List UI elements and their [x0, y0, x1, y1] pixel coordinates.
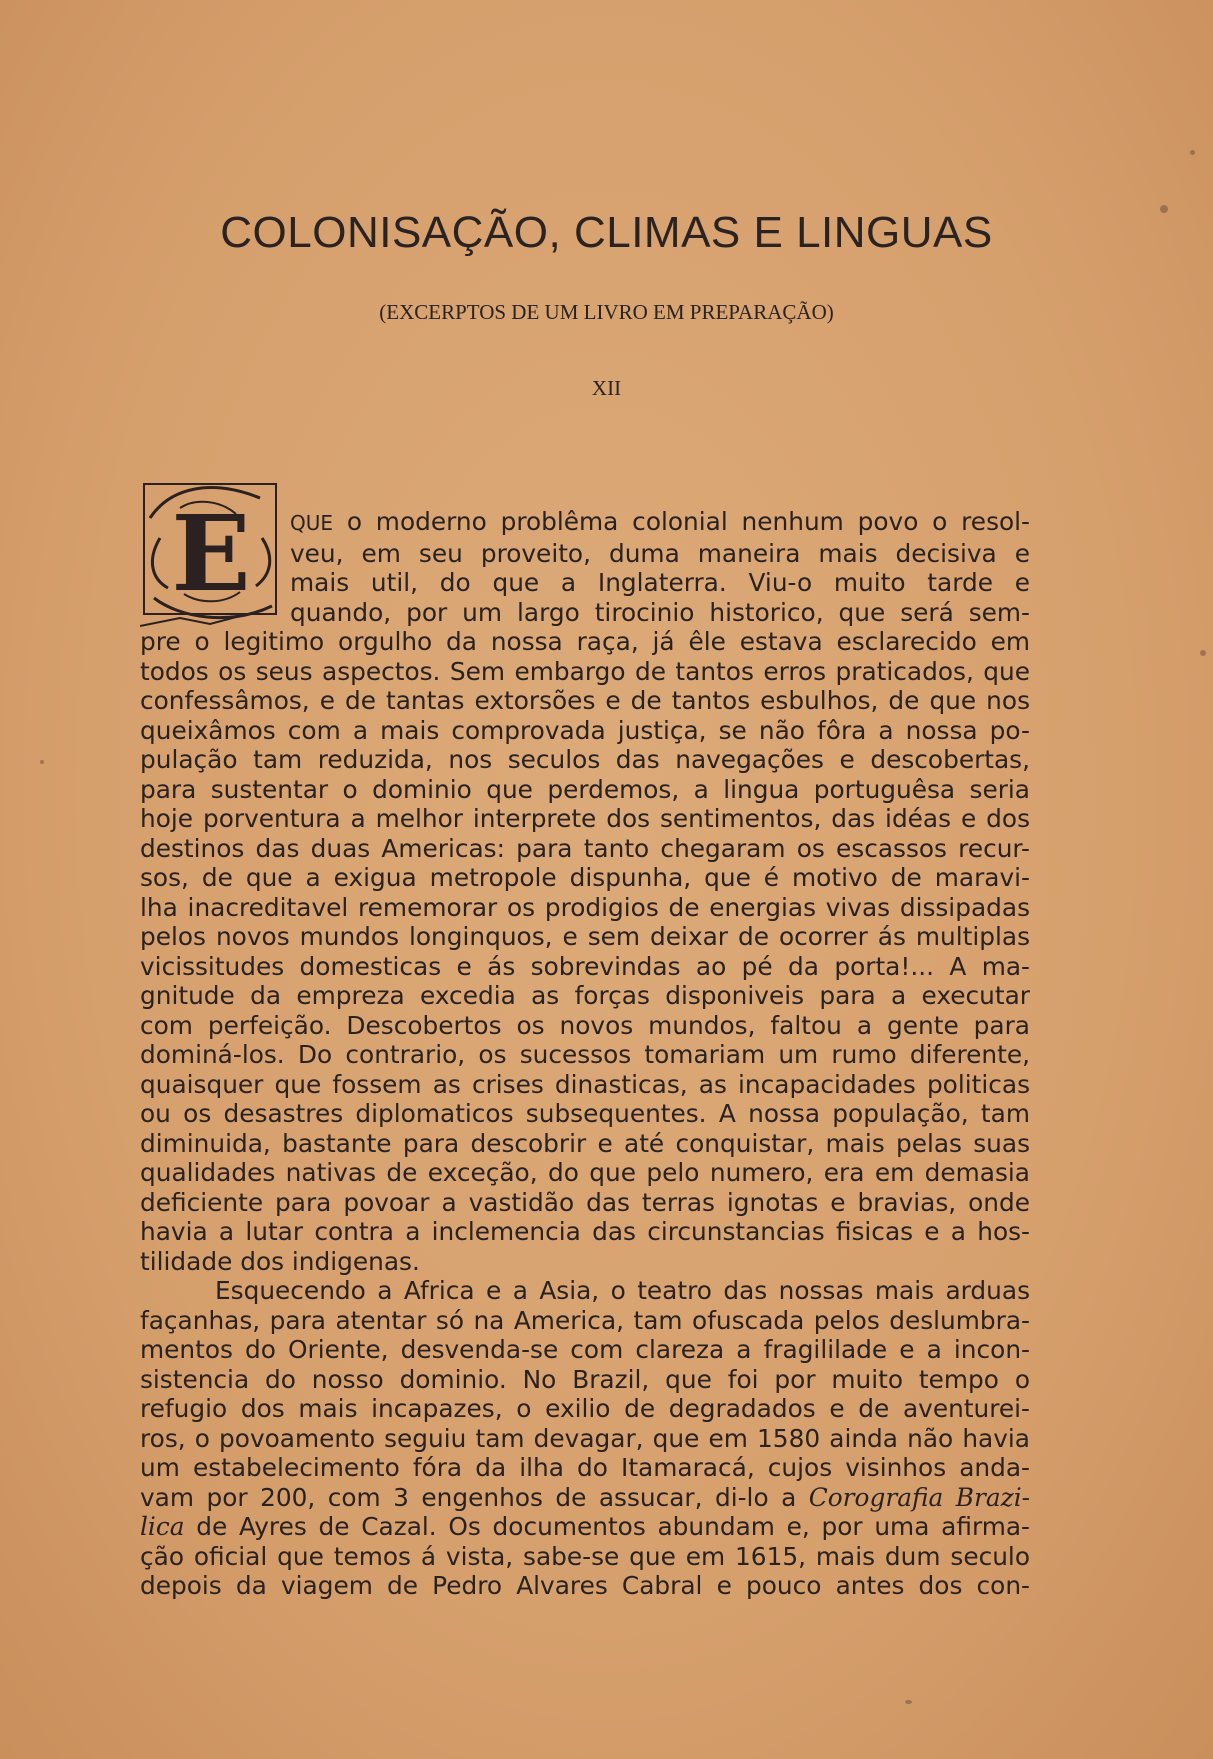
line-text: pelos novos mundos longinquos, e sem deixar de ocorrer ás multiplas — [140, 922, 1030, 951]
text-line — [140, 1188, 1030, 1218]
text-line — [140, 745, 1030, 775]
line-text: ção oficial que temos á vista, sabe-se que em 1615, mais dum seculo — [140, 1541, 1030, 1571]
text-line — [140, 893, 1030, 923]
text-line — [140, 1070, 1030, 1100]
line-text: o moderno problêma colonial nenhum povo o resol- — [333, 507, 1030, 536]
body-text — [140, 507, 1030, 1601]
line-text: gnitude da empreza excedia as forças disponiveis para a executar — [140, 981, 1030, 1010]
line-text: dominá-los. Do contrario, os sucessos tomariam um rumo diferente, — [140, 1040, 1030, 1069]
text-line — [140, 1483, 1030, 1513]
text-line — [140, 804, 1030, 834]
text-line — [140, 1276, 1030, 1306]
line-text: ros, o povoamento seguiu tam devagar, que em 1580 ainda não havia — [140, 1423, 1030, 1453]
text-line — [140, 863, 1030, 893]
line-text: depois da viagem de Pedro Alvares Cabral e pouco antes dos con- — [140, 1571, 1030, 1600]
line-text: todos os seus aspectos. Sem embargo de tantos erros praticados, que — [140, 656, 1030, 686]
line-text: vicissitudes domesticas e ás sobrevindas ao pé da porta!... A ma- — [140, 951, 1030, 981]
svg-text:E: E — [171, 492, 251, 615]
line-text: refugio dos mais incapazes, o exilio de degradados e de aventurei- — [140, 1394, 1030, 1423]
text-line — [140, 1129, 1030, 1159]
line-text: para sustentar o dominio que perdemos, a lingua portuguêsa seria — [140, 774, 1030, 804]
text-line — [140, 1424, 1030, 1454]
text-line — [140, 1365, 1030, 1395]
line-text: um estabelecimento fóra da ilha do Itamaracá, cujos visinhos anda- — [140, 1453, 1030, 1482]
line-text: destinos das duas Americas: para tanto chegaram os escassos recur- — [140, 833, 1030, 863]
text-line — [140, 657, 1030, 687]
line-text: lha inacreditavel rememorar os prodigios de energias vivas dissipadas — [140, 892, 1030, 922]
line-text: havia a lutar contra a inclemencia das circunstancias fisicas e a hos- — [140, 1217, 1030, 1246]
text-line — [140, 1099, 1030, 1129]
italic-text: lica — [140, 1512, 185, 1541]
line-text: queixâmos com a mais comprovada justiça, se não fôra a nossa po- — [140, 715, 1030, 745]
line-text: pulação tam reduzida, nos seculos das navegações e descobertas, — [140, 745, 1030, 774]
text-line — [290, 568, 1030, 598]
text-line — [140, 716, 1030, 746]
line-text: qualidades nativas de exceção, do que pelo numero, era em demasia — [140, 1158, 1030, 1187]
text-line — [140, 1040, 1030, 1070]
text-line — [140, 1306, 1030, 1336]
text-line — [140, 1571, 1030, 1601]
text-line — [140, 627, 1030, 657]
line-text: hoje porventura a melhor interprete dos sentimentos, das idéas e dos — [140, 804, 1030, 833]
section-number: XII — [591, 376, 622, 400]
line-text: sistencia do nosso dominio. No Brazil, que foi por muito tempo o — [140, 1364, 1030, 1394]
line-text: deficiente para povoar a vastidão das terras ignotas e bravias, onde — [140, 1187, 1030, 1217]
text-line — [290, 539, 1030, 569]
line-text: quaisquer que fossem as crises dinasticas, as incapacidades politicas — [140, 1069, 1030, 1099]
text-line — [140, 1542, 1030, 1572]
line-text: sos, de que a exigua metropole dispunha, que é motivo de maravi- — [140, 863, 1030, 892]
text-line — [140, 1335, 1030, 1365]
chapter-subtitle: (EXCERPTOS DE UM LIVRO EM PREPARAÇÃO) — [379, 300, 834, 324]
line-text: de Ayres de Cazal. Os documentos abundam e, por uma afirma- — [184, 1512, 1030, 1541]
line-text: mentos do Oriente, desvenda-se com clareza a fragililade e a incon- — [140, 1335, 1030, 1364]
text-line — [140, 686, 1030, 716]
text-line — [140, 834, 1030, 864]
line-text: com perfeição. Descobertos os novos mundos, faltou a gente para — [140, 1010, 1030, 1040]
italic-text: Corografia Brazi- — [808, 1482, 1031, 1512]
line-text: ou os desastres diplomaticos subsequentes. A nossa população, tam — [140, 1099, 1030, 1128]
line-text: façanhas, para atentar só na America, tam ofuscada pelos deslumbra- — [140, 1305, 1030, 1335]
text-line — [290, 598, 1030, 628]
text-line — [140, 952, 1030, 982]
text-line — [140, 1453, 1030, 1483]
line-text: Esquecendo a Africa e a Asia, o teatro das nossas mais arduas — [215, 1276, 1030, 1305]
line-text: veu, em seu proveito, duma maneira mais decisiva e — [290, 538, 1030, 568]
text-line — [140, 1512, 1030, 1542]
text-line — [140, 1394, 1030, 1424]
text-line — [140, 775, 1030, 805]
text-line — [140, 981, 1030, 1011]
text-line — [140, 1011, 1030, 1041]
line-text: confessâmos, e de tantas extorsões e de tantos esbulhos, de que nos — [140, 686, 1030, 715]
line-text: vam por 200, com 3 engenhos de assucar, di-lo a — [140, 1482, 797, 1512]
line-text: tilidade dos indigenas. — [140, 1246, 420, 1276]
line-text: quando, por um largo tirocinio historico, que será sem- — [290, 597, 1030, 627]
small-caps-word: QUE — [290, 511, 334, 535]
chapter-title: COLONISAÇÃO, CLIMAS E LINGUAS — [220, 208, 993, 257]
line-text: mais util, do que a Inglaterra. Viu-o muito tarde e — [290, 568, 1030, 597]
text-line — [290, 507, 1030, 539]
line-text: diminuida, bastante para descobrir e até conquistar, mais pelas suas — [140, 1128, 1030, 1158]
text-line — [140, 1247, 1030, 1277]
text-line — [140, 1217, 1030, 1247]
text-line — [140, 922, 1030, 952]
line-text: pre o legitimo orgulho da nossa raça, já êle estava esclarecido em — [140, 627, 1030, 656]
text-line — [140, 1158, 1030, 1188]
